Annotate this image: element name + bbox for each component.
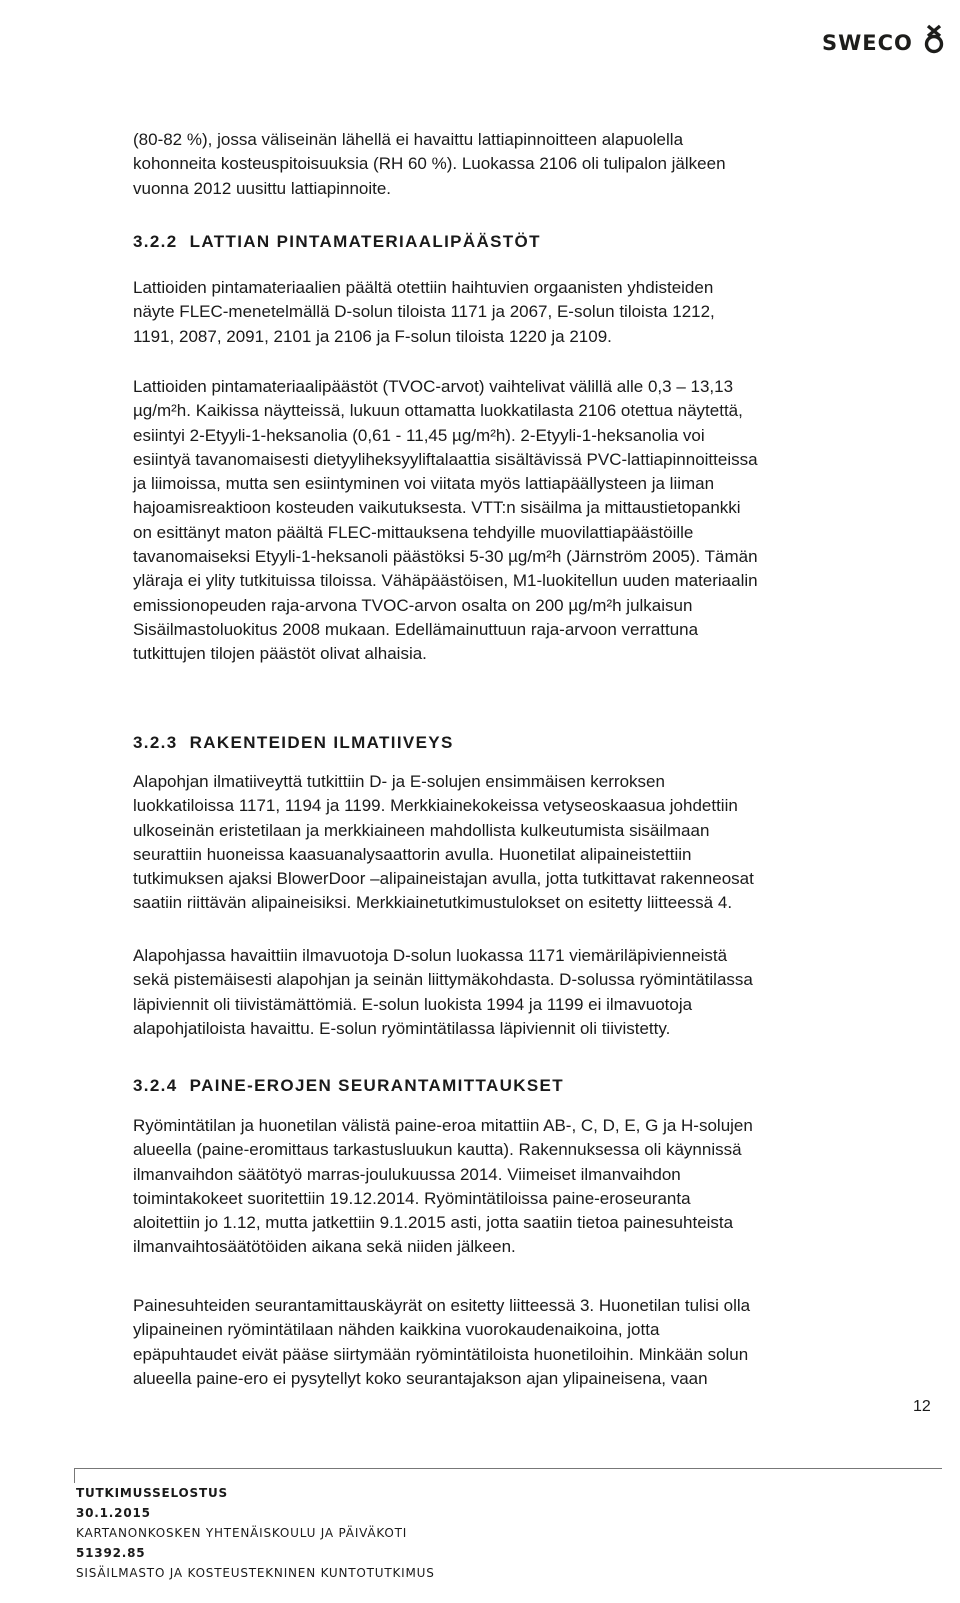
section-title: LATTIAN PINTAMATERIAALIPÄÄSTÖT [189, 232, 541, 251]
footer-doc-type: TUTKIMUSSELOSTUS [76, 1486, 228, 1500]
paragraph-323-findings: Alapohjassa havaittiin ilmavuotoja D-solun luokassa 1171 viemäriläpivienneistä sekä pistemäisesti alapohjan ja seinän liittymäkohdasta. D-solussa ryömintätilassa läpiviennit oli tiivistämättömiä. E-solun luokista 1994 ja 1199 ei ilmavuotoja alapohjatiloista havaittu. E-solun ryömintätilassa läpiviennit oli tiivistetty. [133, 946, 753, 1038]
paragraph-324-monitoring: Ryömintätilan ja huonetilan välistä paine-eroa mitattiin AB-, C, D, E, G ja H-solujen alueella (paine-eromittaus tarkastusluukun kautta). Rakennuksessa oli käynnissä ilmanvaihdon säätötyö marras-joulukuussa 2014. Viimeiset ilmanvaihdon toimintakokeet suoritettiin 19.12.2014. Ryömintätiloissa paine-eroseuranta aloitettiin jo 1.12, mutta jatkettiin 9.1.2015 asti, jotta saatiin tietoa painesuhteista ilmanvaihtosäätötöiden aikana sekä niiden jälkeen. [133, 1116, 753, 1257]
logo-wordmark: SWECO [822, 31, 913, 55]
paragraph-322-sampling: Lattioiden pintamateriaalien päältä otettiin haihtuvien orgaanisten yhdisteiden näyte FLEC-menetelmällä D-solun tiloista 1171 ja 2067, E-solun tiloista 1212, 1191, 2087, 2091, 2101 ja 2106 ja F-solun tiloista 1220 ja 2109. [133, 278, 715, 346]
section-heading-323 [133, 733, 454, 753]
page-number: 12 [913, 1398, 931, 1415]
footer-project-number: 51392.85 [76, 1546, 146, 1560]
footer-date: 30.1.2015 [76, 1506, 151, 1520]
footer-divider-tick [74, 1468, 75, 1483]
section-heading-324 [133, 1076, 564, 1096]
paragraph-322-results: Lattioiden pintamateriaalipäästöt (TVOC-arvot) vaihtelivat välillä alle 0,3 – 13,13 µg/m²h. Kaikissa näytteissä, lukuun ottamatta luokkatilasta 2106 otettua näytettä, esiintyi 2-Etyyli-1-heksanolia (0,61 - 11,45 µg/m²h). 2-Etyyli-1-heksanolia voi esiintyä tavanomaisesti dietyyliheksyyliftalaattia sisältävissä PVC-lattiapinnoitteissa ja liimoissa, mutta sen esiintyminen voi viitata myös lattiapäällysteen ja liiman hajoamisreaktioon kosteuden vaikutuksesta. VTT:n sisäilma ja mittaustietopankki on esittänyt maton päältä FLEC-mittauksena tehdyille muovilattiapäästöille tavanomaiseksi Etyyli-1-heksanoli päästöksi 5-30 µg/m²h (Järnström 2005). Tämän yläraja ei ylity tutkituissa tiloissa. Vähäpäästöisen, M1-luokitellun uuden materiaalin emissionopeuden raja-arvona TVOC-arvon osalta on 200 µg/m²h julkaisun Sisäilmastoluokitus 2008 mukaan. Edellämainuttuun raja-arvoon verrattuna tutkittujen tilojen päästöt olivat alhaisia. [133, 377, 758, 664]
section-number: 3.2.2 [133, 232, 178, 251]
footer-divider [74, 1468, 942, 1469]
section-title: PAINE-EROJEN SEURANTAMITTAUKSET [189, 1076, 564, 1095]
section-heading-322 [133, 232, 541, 252]
paragraph-324-pressure: Painesuhteiden seurantamittauskäyrät on esitetty liitteessä 3. Huonetilan tulisi olla ylipaineinen ryömintätilaan nähden kaikkina vuorokaudenaikoina, jotta epäpuhtaudet eivät pääse siirtymään ryömintätiloista huonetiloihin. Minkään solun alueella paine-ero ei pysytellyt koko seurantajakson ajan ylipaineisena, vaan [133, 1296, 751, 1388]
footer-project: KARTANONKOSKEN YHTENÄISKOULU JA PÄIVÄKOTI [76, 1526, 408, 1540]
footer [76, 1483, 435, 1583]
footer-subject: SISÄILMASTO JA KOSTEUSTEKNINEN KUNTOTUTKIMUS [76, 1566, 435, 1580]
sweco-mark-icon [919, 24, 949, 54]
paragraph-323-method: Alapohjan ilmatiiveyttä tutkittiin D- ja E-solujen ensimmäisen kerroksen luokkatiloissa 1171, 1194 ja 1199. Merkkiainekokeissa vetyseoskaasua johdettiin ulkoseinän eristetilaan ja merkkiaineen mahdollista kulkeutumista sisäilmaan seurattiin huoneissa kaasuanalysaattorin avulla. Huonetilat alipaineistettiin tutkimuksen ajaksi BlowerDoor –alipaineistajan avulla, jotta tutkittavat rakenneosat saatiin riittävän alipaineisiksi. Merkkiainetutkimustulokset on esitetty liitteessä 4. [133, 772, 754, 913]
sweco-logo [822, 22, 949, 54]
section-number: 3.2.3 [133, 733, 178, 752]
section-number: 3.2.4 [133, 1076, 178, 1095]
paragraph-intro: (80-82 %), jossa väliseinän lähellä ei havaittu lattiapinnoitteen alapuolella kohonneita kosteuspitoisuuksia (RH 60 %). Luokassa 2106 oli tulipalon jälkeen vuonna 2012 uusittu lattiapinnoite. [133, 130, 726, 198]
section-title: RAKENTEIDEN ILMATIIVEYS [189, 733, 454, 752]
